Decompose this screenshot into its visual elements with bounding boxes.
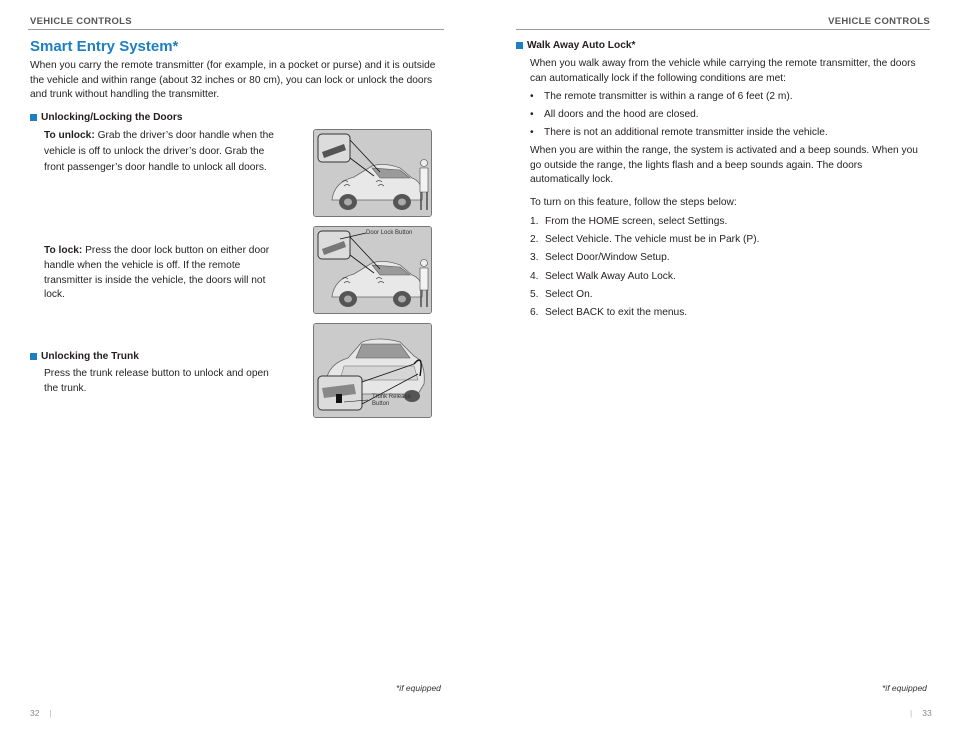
door-lock-button-label: Door Lock Button — [366, 230, 413, 236]
lock-label: To lock: — [44, 245, 83, 256]
condition-item: • The remote transmitter is within a range of 6 feet (2 m). — [530, 91, 793, 102]
condition-item: • All doors and the hood are closed. — [530, 109, 699, 120]
section-marker-icon — [30, 353, 37, 360]
left-page-number: 32 | — [30, 708, 52, 718]
bullet-glyph: • — [530, 109, 534, 120]
right-page-number: | 33 — [910, 708, 932, 718]
trunk-paragraph: Press the trunk release button to unlock and open the trunk. — [44, 368, 269, 394]
left-header: VEHICLE CONTROLS — [30, 16, 132, 27]
unlock-paragraph — [44, 128, 282, 176]
section-heading-locking: Unlocking/Locking the Doors — [30, 112, 183, 123]
bullet-glyph: • — [530, 91, 534, 102]
section-marker-icon — [516, 42, 523, 49]
step-item: 3. Select Door/Window Setup. — [530, 252, 670, 263]
bullet-glyph: • — [530, 127, 534, 138]
unlock-illustration — [313, 129, 432, 217]
step-item: 4. Select Walk Away Auto Lock. — [530, 271, 676, 282]
right-header-rule — [516, 29, 930, 30]
step-item: 1. From the HOME screen, select Settings. — [530, 216, 728, 227]
condition-item: • There is not an additional remote transmitter inside the vehicle. — [530, 127, 828, 138]
step-item: 2. Select Vehicle. The vehicle must be in Park (P). — [530, 234, 760, 245]
step-item: 6. Select BACK to exit the menus. — [530, 307, 688, 318]
steps-intro: To turn on this feature, follow the steps below: — [530, 197, 737, 208]
section-marker-icon — [30, 114, 37, 121]
range-paragraph: When you are within the range, the system is activated and a beep sounds. When you go outside the range, the lights flash and a beep sounds again. The doors automatically lock. — [530, 145, 918, 185]
right-footnote: *if equipped — [882, 683, 927, 693]
walk-away-intro: When you walk away from the vehicle while carrying the remote transmitter, the doors can automatically lock if the following conditions are met: — [530, 58, 916, 84]
step-item: 5. Select On. — [530, 289, 593, 300]
car-front-lock-drawing — [314, 227, 431, 313]
left-footnote: *if equipped — [396, 683, 441, 693]
unlock-text: Grab the driver’s door handle when the vehicle is off to unlock the driver’s door. Grab the front passenger’s door handle to unlock all doors. — [44, 130, 274, 173]
lock-paragraph — [44, 244, 282, 303]
section-heading-trunk: Unlocking the Trunk — [30, 351, 139, 362]
left-header-rule — [28, 29, 444, 30]
right-header: VEHICLE CONTROLS — [828, 16, 930, 27]
trunk-illustration — [313, 323, 432, 418]
car-front-unlock-drawing — [314, 130, 431, 216]
lock-illustration — [313, 226, 432, 314]
unlock-label: To unlock: — [44, 130, 95, 141]
intro-paragraph: When you carry the remote transmitter (for example, in a pocket or purse) and it is outside the vehicle and within range (about 32 inches or 80 cm), you can lock or unlock the doors and trunk without handling the transmitter. — [30, 60, 436, 100]
section-heading-walk-away: Walk Away Auto Lock* — [516, 40, 636, 51]
trunk-release-label-line1: Trunk Release — [372, 394, 411, 400]
right-page — [480, 0, 960, 738]
trunk-release-label-line2: Button — [372, 401, 390, 407]
page-title: Smart Entry System* — [30, 38, 179, 55]
lock-text: Press the door lock button on either door handle when the vehicle is off. If the remote transmitter is inside the vehicle, the doors will not lock. — [44, 245, 270, 301]
